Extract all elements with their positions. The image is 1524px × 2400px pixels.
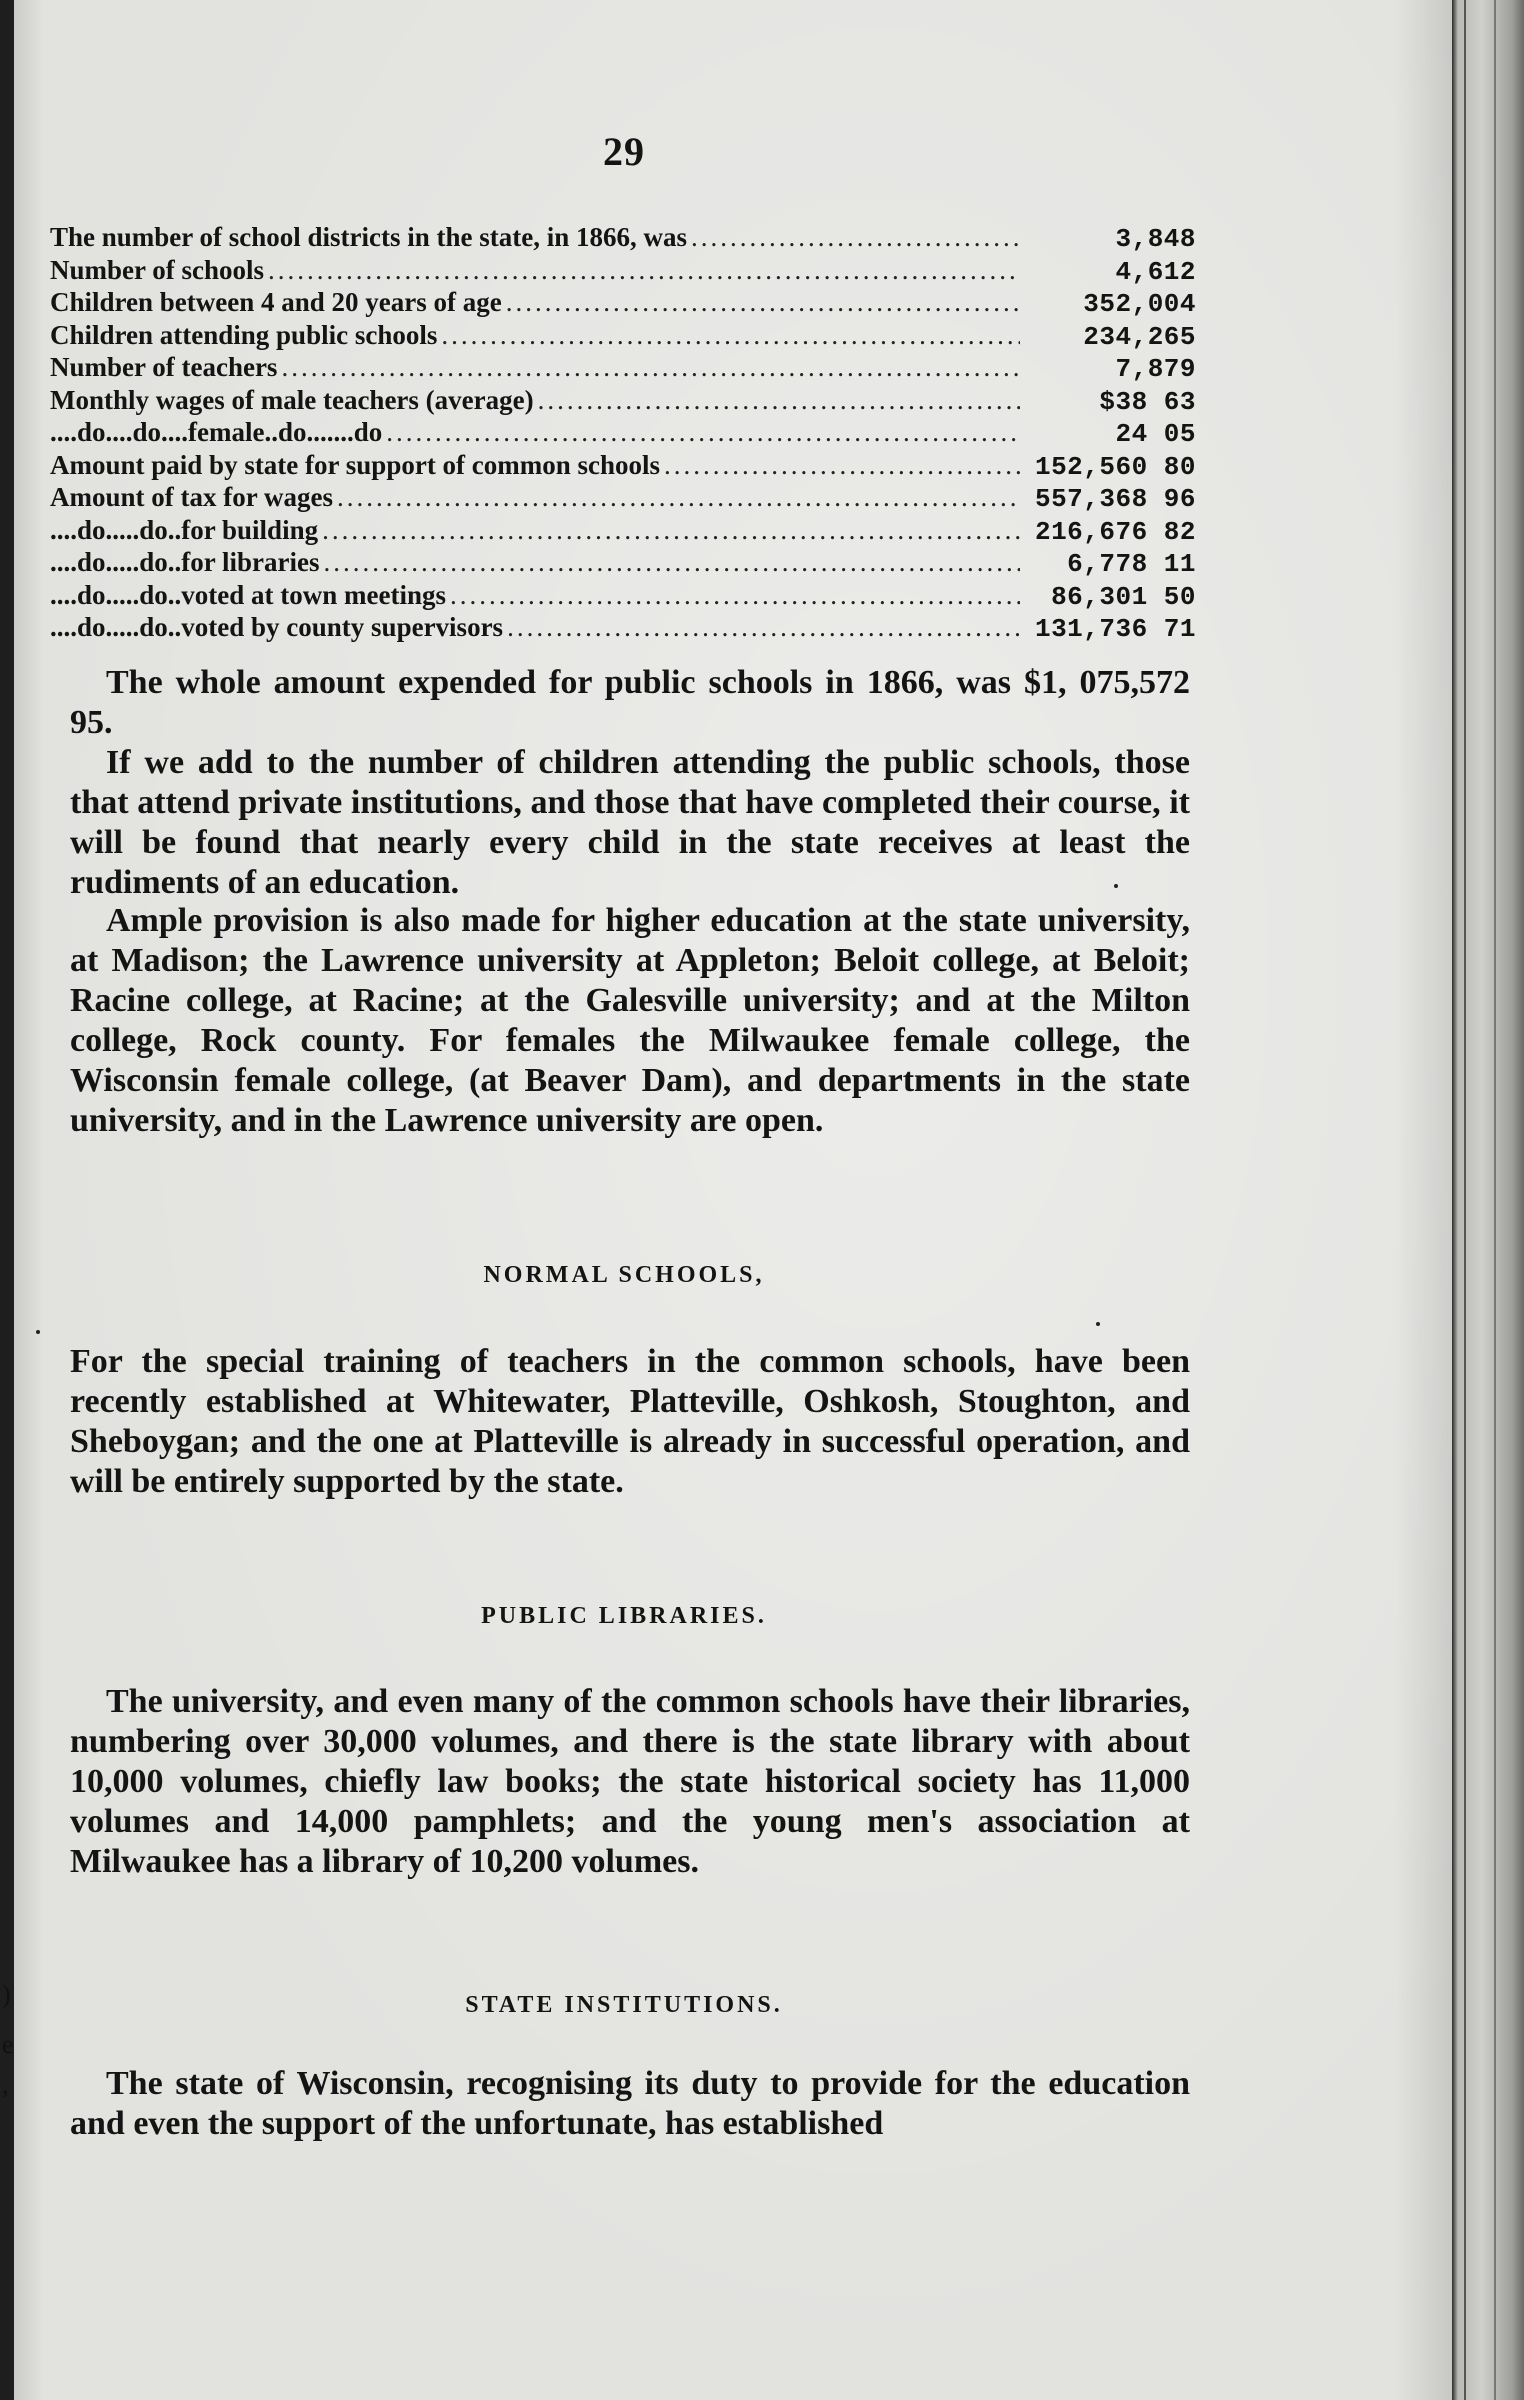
stat-value: 86,301 50 (1051, 581, 1196, 612)
stat-value: 131,736 71 (1034, 614, 1196, 644)
dot-leader (268, 255, 1020, 286)
dot-leader (507, 612, 1020, 643)
stat-label: The number of school districts in the state, in 1866, was (50, 222, 688, 252)
stat-value: 216,676 82 (1034, 516, 1196, 547)
stat-value: 4,612 (1115, 256, 1196, 287)
stat-row (50, 515, 1196, 548)
stat-row (50, 287, 1196, 320)
stat-value: 24 05 (1115, 419, 1196, 449)
stat-row (50, 320, 1196, 353)
stat-row (50, 255, 1196, 288)
stat-value: 6,778 11 (1067, 549, 1196, 579)
stat-label: ....do....do....female..do.......do (50, 417, 383, 447)
public-libraries-heading: PUBLIC LIBRARIES. (481, 1603, 767, 1629)
stat-row (50, 482, 1196, 515)
public-libraries-paragraph: The university, and even many of the common schools have their libraries, numbering over 30,000 volumes, and there is the state library with about 10,000 volumes, chiefly law books; the state historical society has 11,000 volumes and 14,000 pamphlets; and the young men's association at Milwaukee has a library of 10,200 volumes. (70, 1683, 1190, 1880)
print-speck (1114, 884, 1118, 888)
dot-leader (506, 287, 1020, 318)
dot-leader (691, 222, 1020, 253)
whole-amount-paragraph: The whole amount expended for public schools in 1866, was $1, 075,572 95. (70, 664, 1190, 741)
stat-row (50, 612, 1196, 645)
stat-label: Amount of tax for wages (50, 482, 333, 512)
stat-value: 557,368 96 (1034, 484, 1196, 514)
children-paragraph: If we add to the number of children attending the public schools, those that attend private institutions, and those that have completed their course, it will be found that nearly every child in the state receives at least the rudiments of an education. (70, 744, 1190, 901)
stat-row (50, 580, 1196, 613)
stat-value: 3,848 (1115, 224, 1196, 254)
stat-row (50, 222, 1196, 255)
stat-label: ....do.....do..for building (50, 514, 319, 545)
stat-row (50, 450, 1196, 483)
stat-row (50, 547, 1196, 580)
stat-label: ....do.....do..voted at town meetings (50, 579, 446, 610)
stat-label: Number of teachers (50, 352, 278, 382)
stat-row (50, 385, 1196, 418)
stat-label: Children between 4 and 20 years of age (50, 287, 502, 317)
stat-label: Number of schools (50, 254, 265, 285)
left-margin-marks: ) e , (2, 1980, 14, 2099)
dot-leader (322, 515, 1020, 546)
dot-leader (441, 320, 1020, 351)
stat-label: Monthly wages of male teachers (average) (50, 384, 534, 415)
stat-label: ....do.....do..for libraries (50, 547, 320, 577)
stat-value: 234,265 (1083, 321, 1196, 352)
print-speck (36, 1330, 40, 1334)
state-institutions-heading: STATE INSTITUTIONS. (465, 1992, 783, 2018)
stat-value: 352,004 (1083, 289, 1196, 319)
dot-leader (386, 417, 1020, 448)
stat-row (50, 352, 1196, 385)
dot-leader (450, 580, 1020, 611)
dot-leader (324, 547, 1021, 578)
stat-value: $38 63 (1099, 386, 1196, 417)
stat-label: Children attending public schools (50, 319, 438, 350)
stat-row (50, 417, 1196, 450)
stat-label: Amount paid by state for support of common schools (50, 449, 661, 480)
normal-schools-paragraph: For the special training of teachers in the common schools, have been recently established at Whitewater, Platteville, Oshkosh, Stoughton, and Sheboygan; and the one at Platteville is already in successful operation, and will be entirely supported by the state. (70, 1343, 1190, 1500)
print-speck (1096, 1322, 1100, 1326)
page-number: 29 (603, 129, 645, 174)
document-page (14, 0, 1454, 2400)
higher-education-paragraph: Ample provision is also made for higher education at the state university, at Madison; the Lawrence university at Appleton; Beloit college, at Beloit; Racine college, at Racine; at the Galesville university; and at the Milton college, Rock county. For females the Milwaukee female college, the Wisconsin female college, (at Beaver Dam), and departments in the state university, and in the Lawrence university are open. (70, 902, 1190, 1139)
stat-value: 152,560 80 (1034, 451, 1196, 482)
stat-value: 7,879 (1115, 354, 1196, 384)
dot-leader (337, 482, 1020, 513)
dot-leader (538, 385, 1020, 416)
stat-label: ....do.....do..voted by county supervisors (50, 612, 504, 642)
school-statistics-table (50, 222, 1196, 645)
state-institutions-paragraph: The state of Wisconsin, recognising its duty to provide for the education and even the support of the unfortunate, has established (70, 2065, 1190, 2142)
dot-leader (664, 450, 1020, 481)
dot-leader (281, 352, 1020, 383)
book-edge (1452, 0, 1524, 2400)
normal-schools-heading: NORMAL SCHOOLS, (483, 1262, 765, 1288)
